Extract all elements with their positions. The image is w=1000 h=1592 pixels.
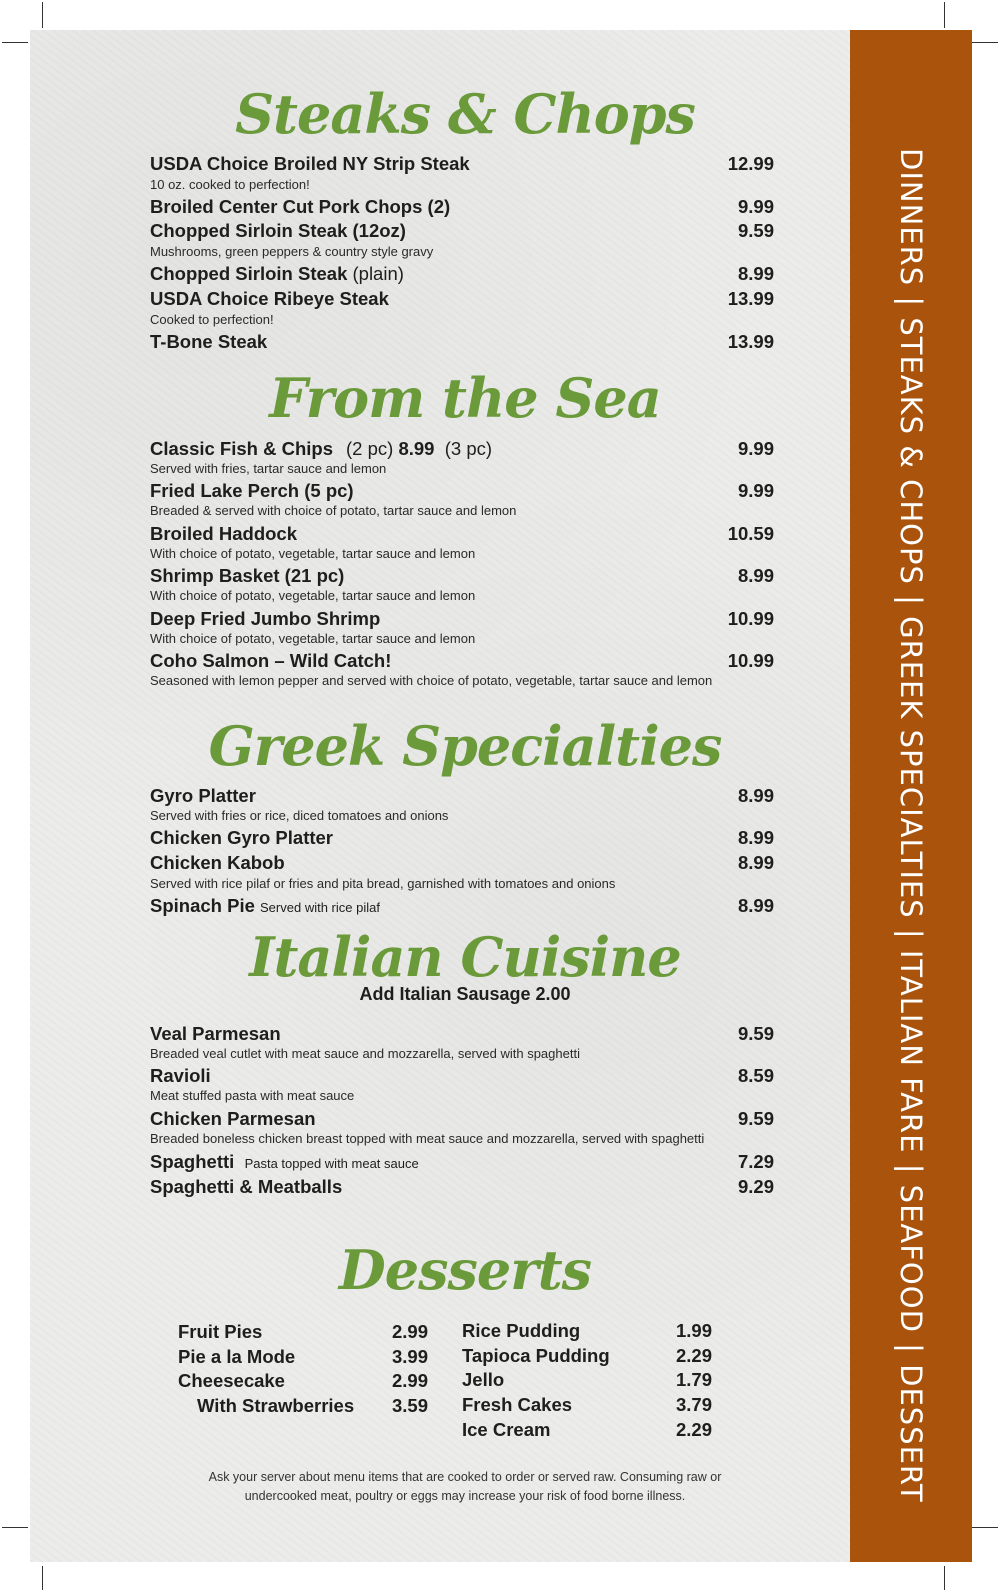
item-name: T-Bone Steak: [150, 331, 268, 352]
dessert-name: Tapioca Pudding: [462, 1345, 610, 1366]
item-price: 13.99: [727, 331, 774, 352]
dessert-name: Ice Cream: [462, 1419, 551, 1440]
option-price: 8.99: [398, 438, 435, 459]
dessert-price: 1.99: [675, 1320, 712, 1341]
crop-mark: [972, 42, 998, 43]
dessert-price: 2.99: [391, 1370, 428, 1391]
item-name: Broiled Haddock: [150, 523, 297, 544]
item-description: Breaded veal cutlet with meat sauce and mozzarella, served with spaghetti: [150, 1046, 580, 1061]
item-name: [150, 895, 380, 917]
item-description: Served with rice pilaf or fries and pita bread, garnished with tomatoes and onions: [150, 876, 616, 891]
item-price: 9.59: [737, 1108, 774, 1129]
item-name: Chicken Kabob: [150, 852, 285, 873]
item-price: 12.99: [727, 153, 774, 174]
dessert-name: Pie a la Mode: [178, 1346, 296, 1367]
dessert-price: 1.79: [675, 1369, 712, 1390]
item-description: Cooked to perfection!: [150, 312, 274, 327]
dessert-name: Jello: [462, 1369, 505, 1390]
crop-mark: [972, 1527, 998, 1528]
item-price: 10.99: [727, 608, 774, 629]
dessert-name: With Strawberries: [197, 1395, 355, 1416]
disclaimer-line: Ask your server about menu items that are cooked to order or served raw. Consuming raw or: [208, 1470, 722, 1484]
item-name: Coho Salmon – Wild Catch!: [150, 650, 392, 671]
heading-greek-specialties: Greek Specialties: [208, 714, 722, 778]
item-price: 10.99: [727, 650, 774, 671]
item-name: USDA Choice Ribeye Steak: [150, 288, 389, 309]
item-price: 9.59: [737, 220, 774, 241]
sidebar-label: DINNERS | STEAKS & CHOPS | GREEK SPECIALTIES | ITALIAN FARE | SEAFOOD | DESSERT: [894, 148, 928, 1503]
item-name-text: Spaghetti: [150, 1151, 235, 1172]
heading-italian-cuisine: Italian Cuisine: [249, 925, 681, 989]
item-option: [346, 438, 492, 460]
dessert-price: 2.29: [675, 1345, 712, 1366]
item-name: Ravioli: [150, 1065, 211, 1086]
item-price: 8.99: [737, 565, 774, 586]
crop-mark: [944, 1566, 945, 1590]
item-name: Chicken Parmesan: [150, 1108, 316, 1129]
item-description: Served with fries or rice, diced tomatoes and onions: [150, 808, 449, 823]
item-price: 9.29: [737, 1176, 774, 1197]
dessert-price: 2.29: [675, 1419, 712, 1440]
item-name: Broiled Center Cut Pork Chops (2): [150, 196, 451, 217]
item-price: 7.29: [737, 1151, 774, 1172]
item-price: 8.59: [737, 1065, 774, 1086]
dessert-name: Rice Pudding: [462, 1320, 581, 1341]
dessert-price: 3.79: [675, 1394, 712, 1415]
item-price: 13.99: [727, 288, 774, 309]
dessert-price: 3.59: [391, 1395, 428, 1416]
item-name: Shrimp Basket (21 pc): [150, 565, 345, 586]
heading-from-the-sea: From the Sea: [269, 366, 661, 430]
crop-mark: [2, 1527, 28, 1528]
option-size: (3 pc): [444, 438, 493, 459]
item-price: 9.99: [737, 480, 774, 501]
item-price: 8.99: [737, 785, 774, 806]
item-price: 8.99: [737, 852, 774, 873]
item-name: [150, 1151, 419, 1173]
item-description: 10 oz. cooked to perfection!: [150, 177, 310, 192]
item-name-text: Spinach Pie: [150, 895, 255, 916]
dessert-name: Fresh Cakes: [462, 1394, 573, 1415]
item-description: With choice of potato, vegetable, tartar sauce and lemon: [150, 588, 476, 603]
item-name: Spaghetti & Meatballs: [150, 1176, 343, 1197]
dessert-price: 3.99: [391, 1346, 428, 1367]
item-inline-description: Pasta topped with meat sauce: [244, 1156, 419, 1171]
item-price: 9.59: [737, 1023, 774, 1044]
dessert-price: 2.99: [391, 1321, 428, 1342]
option-size: (2 pc): [346, 438, 394, 459]
heading-steaks-chops: Steaks & Chops: [235, 82, 695, 146]
item-name: Deep Fried Jumbo Shrimp: [150, 608, 381, 629]
item-price: 9.99: [737, 438, 774, 459]
item-name: Classic Fish & Chips: [150, 438, 333, 459]
dessert-name: Cheesecake: [178, 1370, 285, 1391]
dessert-name: Fruit Pies: [178, 1321, 263, 1342]
item-name: [150, 263, 404, 285]
item-name: Fried Lake Perch (5 pc): [150, 480, 354, 501]
item-name: Gyro Platter: [150, 785, 256, 806]
item-name-suffix: (plain): [352, 263, 404, 284]
item-name: Chicken Gyro Platter: [150, 827, 334, 848]
item-price: 8.99: [737, 827, 774, 848]
crop-mark: [2, 42, 28, 43]
food-safety-disclaimer: [200, 1468, 730, 1506]
item-price: 8.99: [737, 895, 774, 916]
item-price: 10.59: [727, 523, 774, 544]
crop-mark: [944, 2, 945, 28]
crop-mark: [42, 2, 43, 28]
italian-sausage-note: Add Italian Sausage 2.00: [359, 984, 571, 1004]
crop-mark: [42, 1566, 43, 1590]
item-price: 8.99: [737, 263, 774, 284]
item-description: With choice of potato, vegetable, tartar sauce and lemon: [150, 631, 476, 646]
item-description: Breaded & served with choice of potato, tartar sauce and lemon: [150, 503, 517, 518]
disclaimer-line: undercooked meat, poultry or eggs may increase your risk of food borne illness.: [244, 1489, 686, 1503]
item-description: Meat stuffed pasta with meat sauce: [150, 1088, 355, 1103]
item-price: 9.99: [737, 196, 774, 217]
item-name: Chopped Sirloin Steak (12oz): [150, 220, 406, 241]
item-description: Breaded boneless chicken breast topped with meat sauce and mozzarella, served with spaghetti: [150, 1131, 705, 1146]
item-description: With choice of potato, vegetable, tartar sauce and lemon: [150, 546, 476, 561]
item-name-text: Chopped Sirloin Steak: [150, 263, 348, 284]
item-description: Seasoned with lemon pepper and served with choice of potato, vegetable, tartar sauce and lemon: [150, 673, 713, 688]
item-inline-description: Served with rice pilaf: [260, 900, 380, 915]
heading-desserts: Desserts: [338, 1238, 592, 1302]
item-description: Mushrooms, green peppers & country style gravy: [150, 244, 434, 259]
item-name: USDA Choice Broiled NY Strip Steak: [150, 153, 470, 174]
item-name: Veal Parmesan: [150, 1023, 281, 1044]
item-description: Served with fries, tartar sauce and lemon: [150, 461, 387, 476]
